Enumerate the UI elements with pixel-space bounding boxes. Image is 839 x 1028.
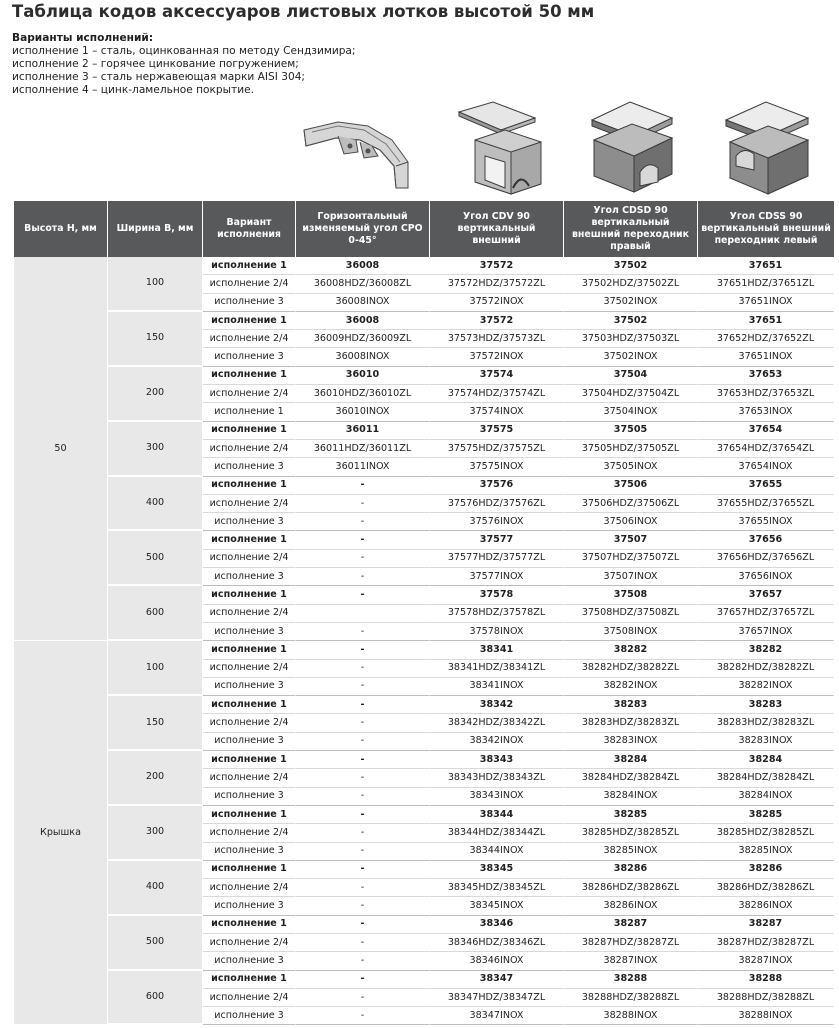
table-row bbox=[14, 751, 834, 769]
width-cell: 300 bbox=[108, 806, 203, 861]
cdsd-code-cell: 38287INOX bbox=[564, 952, 698, 970]
width-cell: 150 bbox=[108, 312, 203, 367]
cpo-code-cell: - bbox=[296, 879, 430, 897]
cdv-code-cell: 37574 bbox=[430, 367, 564, 385]
cdv-code-cell: 37575INOX bbox=[430, 458, 564, 476]
cpo-code-cell: - bbox=[296, 513, 430, 531]
cdss-code-cell: 37653HDZ/37653ZL bbox=[698, 385, 834, 403]
variant-cell: исполнение 3 bbox=[203, 348, 296, 366]
cdv-code-cell: 38342 bbox=[430, 696, 564, 714]
variant-cell: исполнение 2/4 bbox=[203, 934, 296, 952]
cpo-code-cell: 36010 bbox=[296, 367, 430, 385]
cdv-code-cell: 38341 bbox=[430, 641, 564, 659]
cdsd-code-cell: 37504INOX bbox=[564, 403, 698, 421]
width-cell: 500 bbox=[108, 531, 203, 586]
variants-heading: Варианты исполнений: bbox=[12, 32, 154, 44]
width-cell: 600 bbox=[108, 971, 203, 1026]
cdsd-code-cell: 37506INOX bbox=[564, 513, 698, 531]
cdss-code-cell: 37651INOX bbox=[698, 348, 834, 366]
cpo-code-cell: - bbox=[296, 660, 430, 678]
cdss-code-cell: 37657HDZ/37657ZL bbox=[698, 605, 834, 623]
cdv-code-cell: 37574INOX bbox=[430, 403, 564, 421]
variant-cell: исполнение 2/4 bbox=[203, 714, 296, 732]
cdv-code-cell: 38344INOX bbox=[430, 843, 564, 861]
cdv-code-cell: 37575HDZ/37575ZL bbox=[430, 440, 564, 458]
cpo-code-cell: - bbox=[296, 586, 430, 604]
cdss-code-cell: 37657INOX bbox=[698, 623, 834, 641]
variant-cell: исполнение 3 bbox=[203, 458, 296, 476]
cdv-code-cell: 37572 bbox=[430, 312, 564, 330]
header-height: Высота Н, мм bbox=[14, 201, 108, 257]
cpo-code-cell: - bbox=[296, 843, 430, 861]
cpo-code-cell: - bbox=[296, 623, 430, 641]
width-cell: 200 bbox=[108, 367, 203, 422]
cdss-code-cell: 38285INOX bbox=[698, 843, 834, 861]
page-title: Таблица кодов аксессуаров листовых лотков высотой 50 мм bbox=[12, 2, 595, 21]
table-row bbox=[14, 367, 834, 385]
cdv-code-cell: 37576HDZ/37576ZL bbox=[430, 495, 564, 513]
cdss-corner-illustration bbox=[722, 96, 814, 198]
variant-cell: исполнение 1 bbox=[203, 312, 296, 330]
cdsd-code-cell: 37504HDZ/37504ZL bbox=[564, 385, 698, 403]
table-row bbox=[14, 422, 834, 440]
cdv-code-cell: 38343HDZ/38343ZL bbox=[430, 769, 564, 787]
cdsd-code-cell: 38286 bbox=[564, 861, 698, 879]
table-row bbox=[14, 696, 834, 714]
cdv-code-cell: 37577 bbox=[430, 531, 564, 549]
cpo-code-cell: - bbox=[296, 952, 430, 970]
cdss-code-cell: 38283 bbox=[698, 696, 834, 714]
variant-cell: исполнение 2/4 bbox=[203, 385, 296, 403]
variant-cell: исполнение 2/4 bbox=[203, 660, 296, 678]
cdss-code-cell: 38284INOX bbox=[698, 788, 834, 806]
cdv-code-cell: 37577INOX bbox=[430, 568, 564, 586]
cdsd-code-cell: 38284 bbox=[564, 751, 698, 769]
cdsd-code-cell: 38284INOX bbox=[564, 788, 698, 806]
cdsd-code-cell: 38282INOX bbox=[564, 678, 698, 696]
width-cell: 400 bbox=[108, 861, 203, 916]
cpo-code-cell: - bbox=[296, 989, 430, 1007]
height-group-cell: Крышка bbox=[14, 641, 108, 1025]
variant-cell: исполнение 1 bbox=[203, 806, 296, 824]
cpo-code-cell bbox=[296, 605, 430, 623]
cdv-code-cell: 37576 bbox=[430, 477, 564, 495]
cpo-code-cell: - bbox=[296, 1007, 430, 1025]
cdsd-code-cell: 37502INOX bbox=[564, 294, 698, 312]
height-group-cell: 50 bbox=[14, 257, 108, 641]
cdv-code-cell: 38343 bbox=[430, 751, 564, 769]
cdss-code-cell: 38287HDZ/38287ZL bbox=[698, 934, 834, 952]
variant-line: исполнение 2 – горячее цинкование погружением; bbox=[12, 58, 299, 70]
cpo-code-cell: 36008INOX bbox=[296, 294, 430, 312]
table-row bbox=[14, 641, 834, 659]
cdv-code-cell: 37578INOX bbox=[430, 623, 564, 641]
header-cdss: Угол CDSS 90 вертикальный внешний переходник левый bbox=[698, 201, 834, 257]
cdsd-code-cell: 37507 bbox=[564, 531, 698, 549]
cdss-code-cell: 38282INOX bbox=[698, 678, 834, 696]
cpo-code-cell: - bbox=[296, 495, 430, 513]
cdsd-code-cell: 38288INOX bbox=[564, 1007, 698, 1025]
variant-cell: исполнение 2/4 bbox=[203, 879, 296, 897]
cdsd-code-cell: 38288HDZ/38288ZL bbox=[564, 989, 698, 1007]
cdsd-code-cell: 38283INOX bbox=[564, 733, 698, 751]
variant-cell: исполнение 3 bbox=[203, 788, 296, 806]
cpo-code-cell: - bbox=[296, 696, 430, 714]
cdsd-code-cell: 37505HDZ/37505ZL bbox=[564, 440, 698, 458]
cdss-code-cell: 37651INOX bbox=[698, 294, 834, 312]
width-cell: 200 bbox=[108, 751, 203, 806]
table-header-row bbox=[14, 201, 834, 257]
variant-cell: исполнение 2/4 bbox=[203, 495, 296, 513]
cpo-code-cell: - bbox=[296, 568, 430, 586]
cpo-code-cell: 36011INOX bbox=[296, 458, 430, 476]
table-row bbox=[14, 861, 834, 879]
variant-cell: исполнение 1 bbox=[203, 477, 296, 495]
cdsd-code-cell: 38285HDZ/38285ZL bbox=[564, 824, 698, 842]
width-cell: 100 bbox=[108, 641, 203, 696]
cdsd-corner-illustration bbox=[586, 96, 678, 198]
cdss-code-cell: 38283HDZ/38283ZL bbox=[698, 714, 834, 732]
variant-cell: исполнение 2/4 bbox=[203, 769, 296, 787]
variant-cell: исполнение 1 bbox=[203, 367, 296, 385]
cdsd-code-cell: 38286HDZ/38286ZL bbox=[564, 879, 698, 897]
table-row bbox=[14, 971, 834, 989]
cpo-code-cell: - bbox=[296, 806, 430, 824]
cdss-code-cell: 37657 bbox=[698, 586, 834, 604]
cdss-code-cell: 37654HDZ/37654ZL bbox=[698, 440, 834, 458]
cpo-code-cell: 36009HDZ/36009ZL bbox=[296, 330, 430, 348]
cdss-code-cell: 37651 bbox=[698, 312, 834, 330]
variant-cell: исполнение 1 bbox=[203, 257, 296, 275]
variant-cell: исполнение 2/4 bbox=[203, 550, 296, 568]
width-cell: 600 bbox=[108, 586, 203, 641]
cdv-code-cell: 38342HDZ/38342ZL bbox=[430, 714, 564, 732]
variant-cell: исполнение 1 bbox=[203, 916, 296, 934]
cdss-code-cell: 38288INOX bbox=[698, 1007, 834, 1025]
table-row bbox=[14, 916, 834, 934]
cdsd-code-cell: 38283HDZ/38283ZL bbox=[564, 714, 698, 732]
cdss-code-cell: 38288 bbox=[698, 971, 834, 989]
variant-cell: исполнение 2/4 bbox=[203, 440, 296, 458]
cdv-code-cell: 37574HDZ/37574ZL bbox=[430, 385, 564, 403]
table-body bbox=[14, 257, 834, 1025]
cdsd-code-cell: 38283 bbox=[564, 696, 698, 714]
cdv-code-cell: 38342INOX bbox=[430, 733, 564, 751]
cdss-code-cell: 37651HDZ/37651ZL bbox=[698, 275, 834, 293]
cpo-code-cell: - bbox=[296, 916, 430, 934]
variant-cell: исполнение 1 bbox=[203, 531, 296, 549]
cdss-code-cell: 38286HDZ/38286ZL bbox=[698, 879, 834, 897]
cdsd-code-cell: 38285 bbox=[564, 806, 698, 824]
cdv-code-cell: 38346INOX bbox=[430, 952, 564, 970]
width-cell: 150 bbox=[108, 696, 203, 751]
cdv-code-cell: 37573HDZ/37573ZL bbox=[430, 330, 564, 348]
variant-cell: исполнение 1 bbox=[203, 586, 296, 604]
cpo-code-cell: - bbox=[296, 934, 430, 952]
cdss-code-cell: 38285 bbox=[698, 806, 834, 824]
cdss-code-cell: 38284 bbox=[698, 751, 834, 769]
cpo-code-cell: 36008HDZ/36008ZL bbox=[296, 275, 430, 293]
cpo-code-cell: - bbox=[296, 641, 430, 659]
cdsd-code-cell: 38282 bbox=[564, 641, 698, 659]
variant-cell: исполнение 3 bbox=[203, 733, 296, 751]
cdv-code-cell: 37572 bbox=[430, 257, 564, 275]
cdss-code-cell: 37654INOX bbox=[698, 458, 834, 476]
cdv-code-cell: 38346HDZ/38346ZL bbox=[430, 934, 564, 952]
cdv-code-cell: 37578 bbox=[430, 586, 564, 604]
cdss-code-cell: 37655HDZ/37655ZL bbox=[698, 495, 834, 513]
cpo-code-cell: - bbox=[296, 714, 430, 732]
header-variant: Вариант исполнения bbox=[203, 201, 296, 257]
header-cdsd: Угол CDSD 90 вертикальный внешний переходник правый bbox=[564, 201, 698, 257]
cdsd-code-cell: 37507HDZ/37507ZL bbox=[564, 550, 698, 568]
width-cell: 300 bbox=[108, 422, 203, 477]
cdsd-code-cell: 37502INOX bbox=[564, 348, 698, 366]
cdss-code-cell: 38287INOX bbox=[698, 952, 834, 970]
cpo-code-cell: 36010HDZ/36010ZL bbox=[296, 385, 430, 403]
cdv-code-cell: 38341HDZ/38341ZL bbox=[430, 660, 564, 678]
variant-cell: исполнение 1 bbox=[203, 971, 296, 989]
cpo-code-cell: - bbox=[296, 531, 430, 549]
cdv-code-cell: 37578HDZ/37578ZL bbox=[430, 605, 564, 623]
variant-cell: исполнение 3 bbox=[203, 623, 296, 641]
cdv-code-cell: 38347HDZ/38347ZL bbox=[430, 989, 564, 1007]
table-row bbox=[14, 257, 834, 275]
variant-line: исполнение 3 – сталь нержавеющая марки AISI 304; bbox=[12, 71, 305, 83]
cdv-code-cell: 38344 bbox=[430, 806, 564, 824]
cpo-code-cell: - bbox=[296, 678, 430, 696]
cdss-code-cell: 38286 bbox=[698, 861, 834, 879]
cdsd-code-cell: 37508HDZ/37508ZL bbox=[564, 605, 698, 623]
cdv-code-cell: 37572INOX bbox=[430, 294, 564, 312]
table-row bbox=[14, 806, 834, 824]
cdsd-code-cell: 37505 bbox=[564, 422, 698, 440]
variant-cell: исполнение 2/4 bbox=[203, 275, 296, 293]
cdsd-code-cell: 38288 bbox=[564, 971, 698, 989]
cdss-code-cell: 38282 bbox=[698, 641, 834, 659]
cdv-code-cell: 38345INOX bbox=[430, 897, 564, 915]
cpo-code-cell: - bbox=[296, 788, 430, 806]
cdss-code-cell: 37655 bbox=[698, 477, 834, 495]
cpo-code-cell: 36008INOX bbox=[296, 348, 430, 366]
variant-cell: исполнение 2/4 bbox=[203, 605, 296, 623]
cdss-code-cell: 38286INOX bbox=[698, 897, 834, 915]
cdss-code-cell: 38288HDZ/38288ZL bbox=[698, 989, 834, 1007]
cdsd-code-cell: 37502 bbox=[564, 312, 698, 330]
variant-cell: исполнение 1 bbox=[203, 861, 296, 879]
variants-block bbox=[12, 32, 356, 97]
cdsd-code-cell: 37506HDZ/37506ZL bbox=[564, 495, 698, 513]
cdv-corner-illustration bbox=[455, 96, 547, 198]
cdv-code-cell: 38347 bbox=[430, 971, 564, 989]
cpo-code-cell: 36008 bbox=[296, 257, 430, 275]
table-row bbox=[14, 586, 834, 604]
cdv-code-cell: 37576INOX bbox=[430, 513, 564, 531]
header-cpo: Горизонтальный изменяемый угол CPO 0-45° bbox=[296, 201, 430, 257]
variant-cell: исполнение 3 bbox=[203, 294, 296, 312]
cdsd-code-cell: 37505INOX bbox=[564, 458, 698, 476]
cdsd-code-cell: 37502 bbox=[564, 257, 698, 275]
variant-cell: исполнение 1 bbox=[203, 696, 296, 714]
table-row bbox=[14, 477, 834, 495]
variant-cell: исполнение 3 bbox=[203, 897, 296, 915]
cpo-code-cell: - bbox=[296, 477, 430, 495]
cdsd-code-cell: 37508 bbox=[564, 586, 698, 604]
cpo-code-cell: - bbox=[296, 971, 430, 989]
cpo-code-cell: 36011HDZ/36011ZL bbox=[296, 440, 430, 458]
cdv-code-cell: 38346 bbox=[430, 916, 564, 934]
width-cell: 100 bbox=[108, 257, 203, 312]
variant-cell: исполнение 3 bbox=[203, 843, 296, 861]
cpo-code-cell: - bbox=[296, 769, 430, 787]
variant-line: исполнение 1 – сталь, оцинкованная по методу Сендзимира; bbox=[12, 45, 356, 57]
cpo-code-cell: - bbox=[296, 550, 430, 568]
cdv-code-cell: 37577HDZ/37577ZL bbox=[430, 550, 564, 568]
cdsd-code-cell: 38282HDZ/38282ZL bbox=[564, 660, 698, 678]
cpo-code-cell: 36008 bbox=[296, 312, 430, 330]
cdsd-code-cell: 38286INOX bbox=[564, 897, 698, 915]
cdv-code-cell: 37575 bbox=[430, 422, 564, 440]
variant-cell: исполнение 3 bbox=[203, 678, 296, 696]
width-cell: 400 bbox=[108, 477, 203, 532]
cdss-code-cell: 38285HDZ/38285ZL bbox=[698, 824, 834, 842]
cdv-code-cell: 38341INOX bbox=[430, 678, 564, 696]
cdss-code-cell: 37656 bbox=[698, 531, 834, 549]
variant-cell: исполнение 1 bbox=[203, 403, 296, 421]
variant-cell: исполнение 2/4 bbox=[203, 824, 296, 842]
table-row bbox=[14, 531, 834, 549]
cdsd-code-cell: 38287HDZ/38287ZL bbox=[564, 934, 698, 952]
cpo-code-cell: 36010INOX bbox=[296, 403, 430, 421]
accessory-codes-table bbox=[14, 201, 834, 1025]
cdsd-code-cell: 38287 bbox=[564, 916, 698, 934]
cdss-code-cell: 37652HDZ/37652ZL bbox=[698, 330, 834, 348]
table-row bbox=[14, 312, 834, 330]
cdv-code-cell: 37572HDZ/37572ZL bbox=[430, 275, 564, 293]
variant-cell: исполнение 1 bbox=[203, 641, 296, 659]
cdss-code-cell: 37654 bbox=[698, 422, 834, 440]
cdv-code-cell: 38344HDZ/38344ZL bbox=[430, 824, 564, 842]
cdv-code-cell: 38345 bbox=[430, 861, 564, 879]
cdsd-code-cell: 37503HDZ/37503ZL bbox=[564, 330, 698, 348]
cdss-code-cell: 37656HDZ/37656ZL bbox=[698, 550, 834, 568]
cdv-code-cell: 38343INOX bbox=[430, 788, 564, 806]
cdsd-code-cell: 38284HDZ/38284ZL bbox=[564, 769, 698, 787]
cdss-code-cell: 38283INOX bbox=[698, 733, 834, 751]
cpo-code-cell: - bbox=[296, 733, 430, 751]
cdsd-code-cell: 37507INOX bbox=[564, 568, 698, 586]
variant-line: исполнение 4 – цинк-ламельное покрытие. bbox=[12, 84, 254, 96]
variant-cell: исполнение 3 bbox=[203, 952, 296, 970]
header-width: Ширина В, мм bbox=[108, 201, 203, 257]
cdss-code-cell: 38287 bbox=[698, 916, 834, 934]
variant-cell: исполнение 3 bbox=[203, 1007, 296, 1025]
variant-cell: исполнение 2/4 bbox=[203, 330, 296, 348]
cpo-code-cell: - bbox=[296, 897, 430, 915]
cdss-code-cell: 37653 bbox=[698, 367, 834, 385]
cdv-code-cell: 38347INOX bbox=[430, 1007, 564, 1025]
cpo-code-cell: - bbox=[296, 824, 430, 842]
cpo-angle-illustration bbox=[298, 96, 416, 198]
cpo-code-cell: - bbox=[296, 861, 430, 879]
cdsd-code-cell: 37504 bbox=[564, 367, 698, 385]
variant-cell: исполнение 2/4 bbox=[203, 989, 296, 1007]
variant-cell: исполнение 1 bbox=[203, 751, 296, 769]
cdsd-code-cell: 38285INOX bbox=[564, 843, 698, 861]
cdss-code-cell: 38284HDZ/38284ZL bbox=[698, 769, 834, 787]
cdss-code-cell: 37651 bbox=[698, 257, 834, 275]
variant-cell: исполнение 3 bbox=[203, 568, 296, 586]
variant-cell: исполнение 3 bbox=[203, 513, 296, 531]
cdss-code-cell: 38282HDZ/38282ZL bbox=[698, 660, 834, 678]
cpo-code-cell: - bbox=[296, 751, 430, 769]
cdv-code-cell: 37572INOX bbox=[430, 348, 564, 366]
variant-cell: исполнение 1 bbox=[203, 422, 296, 440]
cdsd-code-cell: 37502HDZ/37502ZL bbox=[564, 275, 698, 293]
header-cdv: Угол CDV 90 вертикальный внешний bbox=[430, 201, 564, 257]
cdsd-code-cell: 37506 bbox=[564, 477, 698, 495]
cdv-code-cell: 38345HDZ/38345ZL bbox=[430, 879, 564, 897]
cdss-code-cell: 37653INOX bbox=[698, 403, 834, 421]
width-cell: 500 bbox=[108, 916, 203, 971]
cpo-code-cell: 36011 bbox=[296, 422, 430, 440]
cdss-code-cell: 37655INOX bbox=[698, 513, 834, 531]
cdsd-code-cell: 37508INOX bbox=[564, 623, 698, 641]
cdss-code-cell: 37656INOX bbox=[698, 568, 834, 586]
